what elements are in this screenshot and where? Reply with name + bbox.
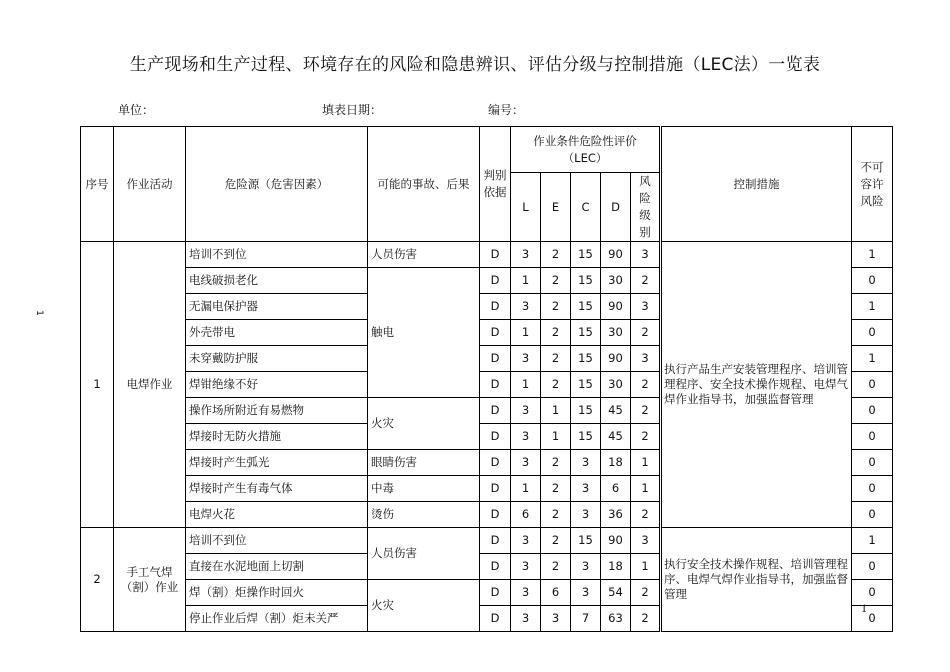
l-cell: 3 <box>511 294 541 320</box>
page-number: 1 <box>861 604 868 615</box>
l-cell: 1 <box>511 268 541 294</box>
l-cell: 3 <box>511 242 541 268</box>
hazard-cell: 焊接时产生弧光 <box>186 450 368 476</box>
c-cell: 3 <box>571 502 601 528</box>
unacceptable-cell: 0 <box>852 580 893 606</box>
unacceptable-cell: 0 <box>852 606 893 632</box>
unacceptable-cell: 0 <box>852 450 893 476</box>
header-hazard: 危险源（危害因素） <box>186 127 368 242</box>
header-seq: 序号 <box>81 127 114 242</box>
accident-cell: 人员伤害 <box>368 528 480 580</box>
level-cell: 2 <box>631 398 660 424</box>
hazard-cell: 焊接时产生有毒气体 <box>186 476 368 502</box>
accident-cell: 人员伤害 <box>368 242 480 268</box>
d-cell: 45 <box>601 424 631 450</box>
c-cell: 15 <box>571 398 601 424</box>
e-cell: 2 <box>541 476 571 502</box>
header-l: L <box>511 173 541 242</box>
level-cell: 2 <box>631 424 660 450</box>
unacceptable-cell: 1 <box>852 294 893 320</box>
c-cell: 15 <box>571 424 601 450</box>
basis-cell: D <box>480 372 511 398</box>
header-c: C <box>571 173 601 242</box>
e-cell: 2 <box>541 320 571 346</box>
hazard-cell: 操作场所附近有易燃物 <box>186 398 368 424</box>
d-cell: 90 <box>601 528 631 554</box>
basis-cell: D <box>480 450 511 476</box>
basis-cell: D <box>480 242 511 268</box>
header-unacceptable: 不可容许风险 <box>852 127 893 242</box>
level-cell: 2 <box>631 372 660 398</box>
basis-cell: D <box>480 294 511 320</box>
c-cell: 3 <box>571 580 601 606</box>
basis-cell: D <box>480 398 511 424</box>
unacceptable-cell: 0 <box>852 502 893 528</box>
l-cell: 1 <box>511 372 541 398</box>
level-cell: 2 <box>631 580 660 606</box>
group-activity: 电焊作业 <box>114 242 186 528</box>
e-cell: 6 <box>541 580 571 606</box>
level-cell: 3 <box>631 294 660 320</box>
d-cell: 36 <box>601 502 631 528</box>
side-page-mark: 1 <box>33 310 44 316</box>
hazard-cell: 直接在水泥地面上切割 <box>186 554 368 580</box>
unacceptable-cell: 1 <box>852 528 893 554</box>
l-cell: 3 <box>511 528 541 554</box>
d-cell: 30 <box>601 268 631 294</box>
hazard-cell: 培训不到位 <box>186 528 368 554</box>
l-cell: 3 <box>511 606 541 632</box>
level-cell: 3 <box>631 242 660 268</box>
unacceptable-cell: 0 <box>852 476 893 502</box>
level-cell: 2 <box>631 606 660 632</box>
c-cell: 3 <box>571 450 601 476</box>
header-activity: 作业活动 <box>114 127 186 242</box>
hazard-cell: 无漏电保护器 <box>186 294 368 320</box>
accident-cell: 眼睛伤害 <box>368 450 480 476</box>
basis-cell: D <box>480 268 511 294</box>
hazard-cell: 外壳带电 <box>186 320 368 346</box>
d-cell: 90 <box>601 242 631 268</box>
group-seq: 1 <box>81 242 114 528</box>
basis-cell: D <box>480 554 511 580</box>
d-cell: 6 <box>601 476 631 502</box>
hazard-cell: 焊接时无防火措施 <box>186 424 368 450</box>
e-cell: 3 <box>541 606 571 632</box>
group-activity: 手工气焊（割）作业 <box>114 528 186 632</box>
risk-assessment-table <box>80 126 893 632</box>
level-cell: 1 <box>631 476 660 502</box>
level-cell: 2 <box>631 268 660 294</box>
e-cell: 2 <box>541 294 571 320</box>
accident-cell: 触电 <box>368 268 480 398</box>
header-e: E <box>541 173 571 242</box>
fill-date-label: 填表日期： <box>322 103 383 117</box>
hazard-cell: 电线破损老化 <box>186 268 368 294</box>
header-level: 风险级别 <box>631 173 660 242</box>
e-cell: 2 <box>541 450 571 476</box>
l-cell: 1 <box>511 320 541 346</box>
basis-cell: D <box>480 476 511 502</box>
level-cell: 2 <box>631 320 660 346</box>
d-cell: 18 <box>601 450 631 476</box>
c-cell: 7 <box>571 606 601 632</box>
d-cell: 45 <box>601 398 631 424</box>
e-cell: 2 <box>541 268 571 294</box>
basis-cell: D <box>480 606 511 632</box>
c-cell: 15 <box>571 242 601 268</box>
c-cell: 15 <box>571 268 601 294</box>
e-cell: 2 <box>541 502 571 528</box>
d-cell: 90 <box>601 294 631 320</box>
header-basis: 判别依据 <box>480 127 511 242</box>
control-measures: 执行产品生产安装管理程序、培训管理程序、安全技术操作规程、电焊气焊作业指导书，加强监督管理 <box>662 242 852 528</box>
accident-cell: 中毒 <box>368 476 480 502</box>
e-cell: 2 <box>541 554 571 580</box>
basis-cell: D <box>480 320 511 346</box>
d-cell: 30 <box>601 372 631 398</box>
l-cell: 3 <box>511 398 541 424</box>
accident-cell: 火灾 <box>368 398 480 450</box>
accident-cell: 烫伤 <box>368 502 480 528</box>
unacceptable-cell: 1 <box>852 242 893 268</box>
basis-cell: D <box>480 424 511 450</box>
l-cell: 6 <box>511 502 541 528</box>
basis-cell: D <box>480 346 511 372</box>
e-cell: 2 <box>541 346 571 372</box>
c-cell: 15 <box>571 528 601 554</box>
hazard-cell: 电焊火花 <box>186 502 368 528</box>
level-cell: 2 <box>631 502 660 528</box>
e-cell: 1 <box>541 424 571 450</box>
c-cell: 3 <box>571 554 601 580</box>
basis-cell: D <box>480 580 511 606</box>
header-lec-group: 作业条件危险性评价（LEC） <box>511 127 660 173</box>
unacceptable-cell: 0 <box>852 554 893 580</box>
l-cell: 3 <box>511 346 541 372</box>
unacceptable-cell: 0 <box>852 398 893 424</box>
level-cell: 3 <box>631 346 660 372</box>
unacceptable-cell: 0 <box>852 424 893 450</box>
hazard-cell: 停止作业后焊（割）炬未关严 <box>186 606 368 632</box>
e-cell: 2 <box>541 528 571 554</box>
level-cell: 3 <box>631 528 660 554</box>
d-cell: 54 <box>601 580 631 606</box>
hazard-cell: 培训不到位 <box>186 242 368 268</box>
unacceptable-cell: 0 <box>852 372 893 398</box>
e-cell: 2 <box>541 242 571 268</box>
d-cell: 90 <box>601 346 631 372</box>
hazard-cell: 焊（割）炬操作时回火 <box>186 580 368 606</box>
unacceptable-cell: 0 <box>852 320 893 346</box>
c-cell: 15 <box>571 294 601 320</box>
hazard-cell: 焊钳绝缘不好 <box>186 372 368 398</box>
basis-cell: D <box>480 528 511 554</box>
control-measures: 执行安全技术操作规程、培训管理程序、电焊气焊作业指导书，加强监督管理 <box>662 528 852 632</box>
c-cell: 15 <box>571 346 601 372</box>
accident-cell: 火灾 <box>368 580 480 632</box>
unit-label: 单位： <box>118 103 155 117</box>
l-cell: 3 <box>511 554 541 580</box>
level-cell: 1 <box>631 554 660 580</box>
unacceptable-cell: 0 <box>852 268 893 294</box>
d-cell: 63 <box>601 606 631 632</box>
l-cell: 1 <box>511 476 541 502</box>
level-cell: 1 <box>631 450 660 476</box>
number-label: 编号： <box>488 103 525 117</box>
e-cell: 1 <box>541 398 571 424</box>
header-accident: 可能的事故、后果 <box>368 127 480 242</box>
e-cell: 2 <box>541 372 571 398</box>
document-title: 生产现场和生产过程、环境存在的风险和隐患辨识、评估分级与控制措施（LEC法）一览表 <box>129 55 821 75</box>
unacceptable-cell: 1 <box>852 346 893 372</box>
hazard-cell: 未穿戴防护服 <box>186 346 368 372</box>
c-cell: 15 <box>571 372 601 398</box>
l-cell: 3 <box>511 424 541 450</box>
header-measures: 控制措施 <box>662 127 852 242</box>
c-cell: 3 <box>571 476 601 502</box>
l-cell: 3 <box>511 580 541 606</box>
l-cell: 3 <box>511 450 541 476</box>
c-cell: 15 <box>571 320 601 346</box>
header-d: D <box>601 173 631 242</box>
d-cell: 18 <box>601 554 631 580</box>
group-seq: 2 <box>81 528 114 632</box>
d-cell: 30 <box>601 320 631 346</box>
basis-cell: D <box>480 502 511 528</box>
